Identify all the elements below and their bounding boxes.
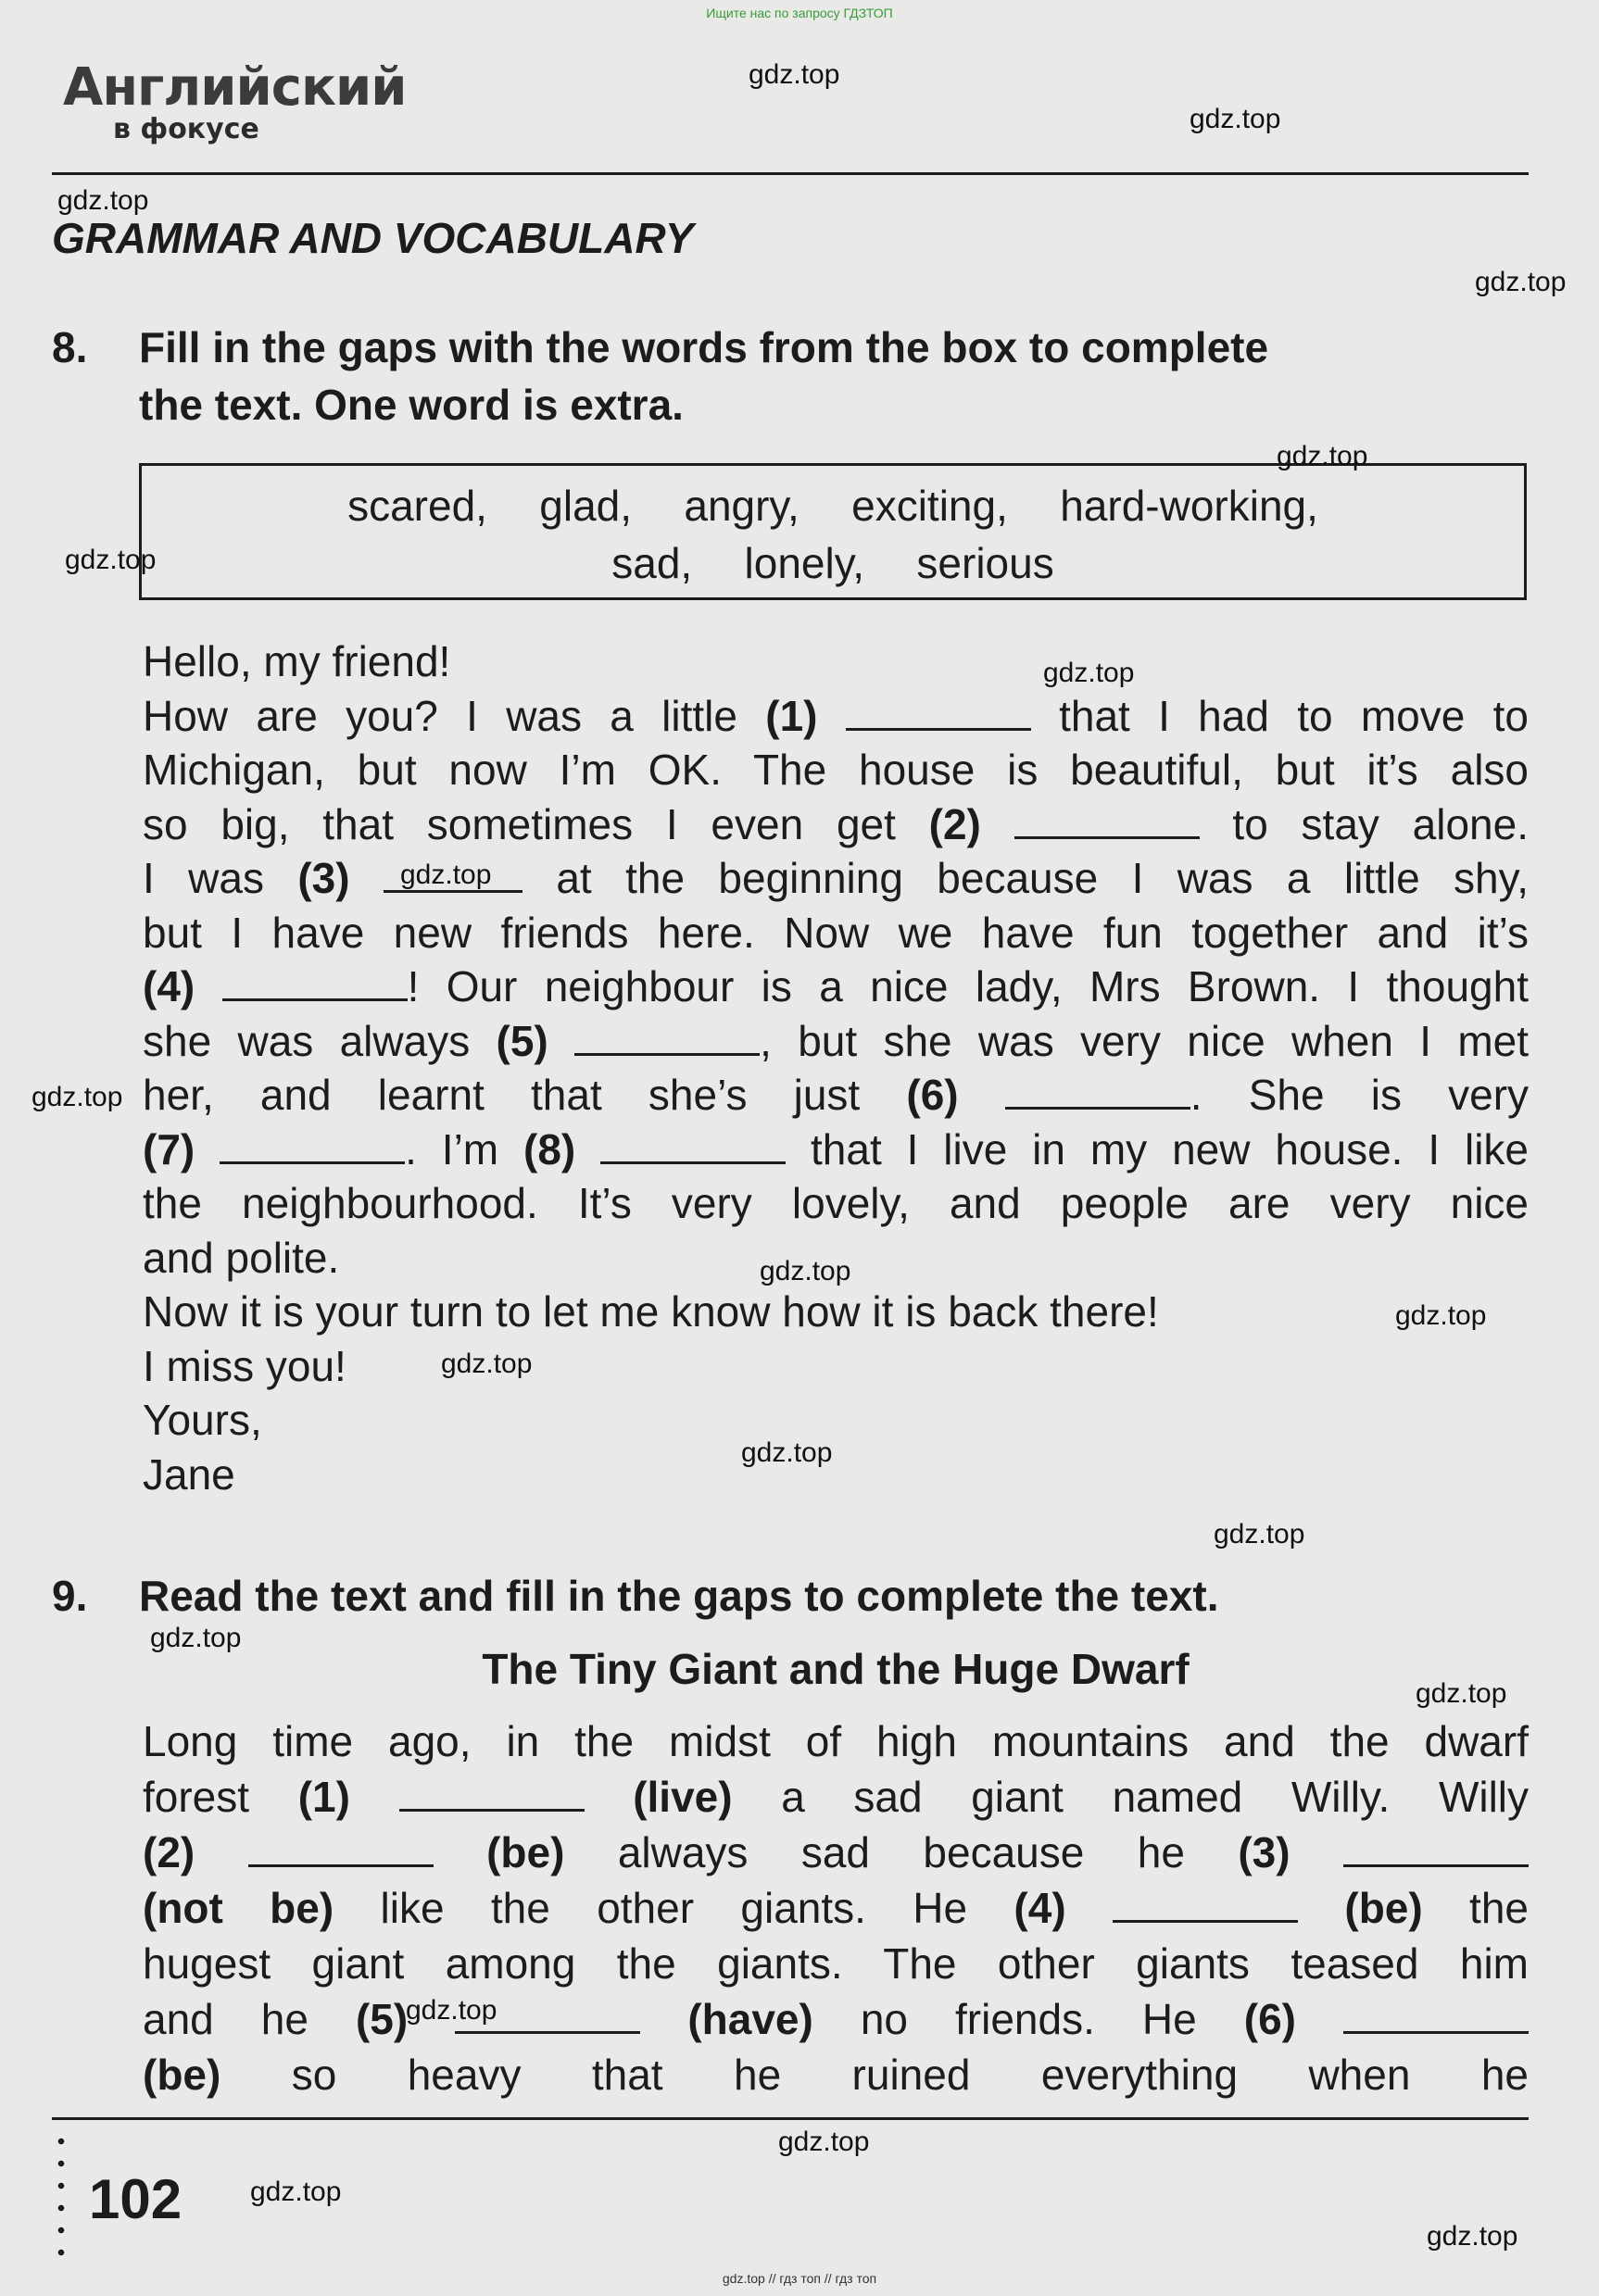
letter-line: I miss you! [143, 1341, 346, 1390]
watermark: gdz.top [1475, 267, 1567, 297]
text: a sad giant named Willy. Willy [732, 1773, 1530, 1821]
watermark: gdz.top [1277, 441, 1368, 471]
watermark: gdz.top [441, 1349, 533, 1379]
word-box-line1: scared, glad, angry, exciting, hard-working, [347, 482, 1318, 530]
watermark: gdz.top [749, 59, 840, 90]
story-title: The Tiny Giant and the Huge Dwarf [482, 1645, 1190, 1693]
text: always sad because he [564, 1828, 1239, 1876]
story-gap-4[interactable] [1113, 1920, 1298, 1923]
story-line [143, 1825, 1529, 1880]
letter-line [143, 851, 1529, 906]
letter-line: but I have new friends here. Now we have fun together and it’s [143, 908, 1529, 957]
watermark: gdz.top [57, 185, 149, 216]
story-line: Long time ago, in the midst of high mountains and the dwarf [143, 1717, 1529, 1765]
text: . I’m [405, 1124, 523, 1173]
text: to stay alone. [1199, 799, 1529, 848]
letter-line [143, 689, 1529, 744]
letter-line [143, 1123, 1529, 1177]
text: no friends. He [812, 1995, 1244, 2043]
gap-number-7: (7) [143, 1124, 195, 1173]
text: . She is very [1190, 1071, 1530, 1119]
gap-4[interactable] [222, 998, 408, 1001]
top-note: Ищите нас по запросу ГДЗТОП [706, 6, 893, 20]
letter-line: the neighbourhood. It’s very lovely, and people are very nice [143, 1179, 1529, 1227]
watermark: gdz.top [406, 1995, 497, 2026]
watermark: gdz.top [1395, 1300, 1487, 1331]
text: the [1422, 1884, 1529, 1932]
word-box [139, 463, 1527, 600]
text: How are you? I was a little [143, 691, 766, 740]
text: that I live in my new house. I like [786, 1124, 1530, 1173]
logo-sub-text: в фокусе [113, 113, 259, 145]
letter-line: Now it is your turn to let me know how it is back there! [143, 1287, 1159, 1336]
story-gap-3[interactable] [1343, 1864, 1529, 1867]
task8-instruction-line2: the text. One word is extra. [139, 381, 684, 429]
verb-hint: (be) [486, 1828, 565, 1876]
task9-number: 9. [52, 1572, 88, 1620]
task8-instruction-line1: Fill in the gaps with the words from the box to complete [139, 323, 1269, 371]
watermark: gdz.top [150, 1623, 242, 1653]
gap-6[interactable] [1005, 1107, 1190, 1110]
gap-2[interactable] [1014, 836, 1200, 839]
header-rule [52, 172, 1529, 175]
story-text [143, 1713, 1529, 2102]
gap-5[interactable] [574, 1053, 760, 1056]
letter-line [143, 960, 1529, 1014]
text: she was always [143, 1016, 497, 1065]
verb-hint: (live) [633, 1773, 733, 1821]
story-gap-5[interactable] [455, 2031, 640, 2034]
word-box-line2: sad, lonely, serious [611, 539, 1054, 587]
text: I was [143, 854, 298, 902]
page-number: 102 [89, 2168, 183, 2230]
task9-instruction [52, 1567, 1529, 1625]
watermark: gdz.top [31, 1082, 123, 1112]
gap-number-8: (8) [523, 1124, 576, 1173]
watermark: gdz.top [1043, 658, 1135, 688]
footer-rule [52, 2117, 1529, 2120]
verb-hint: (not be) [143, 1884, 334, 1932]
gap-8[interactable] [600, 1161, 786, 1164]
watermark: gdz.top [741, 1437, 833, 1468]
story-line: hugest giant among the giants. The other giants teased him [143, 1939, 1529, 1988]
verb-hint: (be) [143, 2051, 221, 2099]
verb-hint: (be) [1344, 1884, 1423, 1932]
story-gap-1[interactable] [399, 1809, 585, 1812]
bottom-note: gdz.top // гдз топ // гдз топ [722, 2271, 877, 2286]
watermark: gdz.top [760, 1256, 851, 1286]
story-gap-2[interactable] [248, 1864, 434, 1867]
watermark: gdz.top [1427, 2221, 1518, 2252]
story-gap-number-6: (6) [1243, 1995, 1296, 2043]
text: and he [143, 1995, 356, 2043]
task8-instruction [52, 319, 1529, 433]
gap-number-4: (4) [143, 962, 195, 1010]
letter-line [143, 797, 1529, 852]
task9-instruction-text: Read the text and fill in the gaps to complete the text. [139, 1572, 1219, 1620]
footer-dots [57, 2130, 65, 2269]
letter-signature: Jane [143, 1449, 235, 1499]
story-gap-number-3: (3) [1238, 1828, 1291, 1876]
letter-line: Michigan, but now I’m OK. The house is beautiful, but it’s also [143, 746, 1529, 794]
watermark: gdz.top [1214, 1519, 1305, 1549]
story-gap-6[interactable] [1343, 2031, 1529, 2034]
gap-7[interactable] [220, 1161, 405, 1164]
gap-number-3: (3) [297, 854, 350, 902]
verb-hint: (have) [687, 1995, 813, 2043]
watermark: gdz.top [778, 2127, 870, 2157]
letter-line [143, 1014, 1529, 1069]
letter-greeting: Hello, my friend! [143, 637, 451, 685]
text: that I had to move to [1030, 691, 1530, 740]
watermark: gdz.top [65, 545, 157, 575]
letter-text [143, 634, 1529, 1501]
gap-number-1: (1) [765, 691, 818, 740]
text: her, and learnt that she’s just [143, 1071, 907, 1119]
letter-line: and polite. [143, 1233, 340, 1282]
gap-number-5: (5) [496, 1016, 548, 1065]
watermark: gdz.top [250, 2177, 342, 2207]
story-line [143, 1769, 1529, 1825]
text: at the beginning because I was a little shy, [522, 854, 1530, 902]
letter-line [143, 1068, 1529, 1123]
watermark: gdz.top [1416, 1678, 1507, 1709]
story-gap-number-5: (5) [355, 1995, 409, 2043]
watermark: gdz.top [400, 859, 492, 890]
text: forest [143, 1773, 298, 1821]
letter-closing: Yours, [143, 1396, 262, 1444]
gap-number-6: (6) [906, 1071, 959, 1119]
text: , but she was very nice when I met [760, 1016, 1530, 1065]
section-title: GRAMMAR AND VOCABULARY [52, 214, 694, 262]
task8-number: 8. [52, 323, 88, 371]
story-line [143, 1880, 1529, 1936]
text: ! Our neighbour is a nice lady, Mrs Brown. I thought [407, 962, 1530, 1010]
gap-1[interactable] [846, 728, 1031, 731]
story-line [143, 2047, 1529, 2102]
book-logo [63, 57, 407, 145]
text: like the other giants. He [334, 1884, 1014, 1932]
story-gap-number-1: (1) [297, 1773, 350, 1821]
watermark: gdz.top [1190, 104, 1281, 134]
story-line [143, 1991, 1529, 2047]
story-gap-number-4: (4) [1014, 1884, 1066, 1932]
gap-number-2: (2) [928, 799, 981, 848]
text: so big, that sometimes I even get [143, 799, 929, 848]
logo-main-text: Английский [63, 57, 407, 118]
text: so heavy that he ruined everything when he [220, 2051, 1529, 2099]
story-gap-number-2: (2) [143, 1828, 195, 1876]
